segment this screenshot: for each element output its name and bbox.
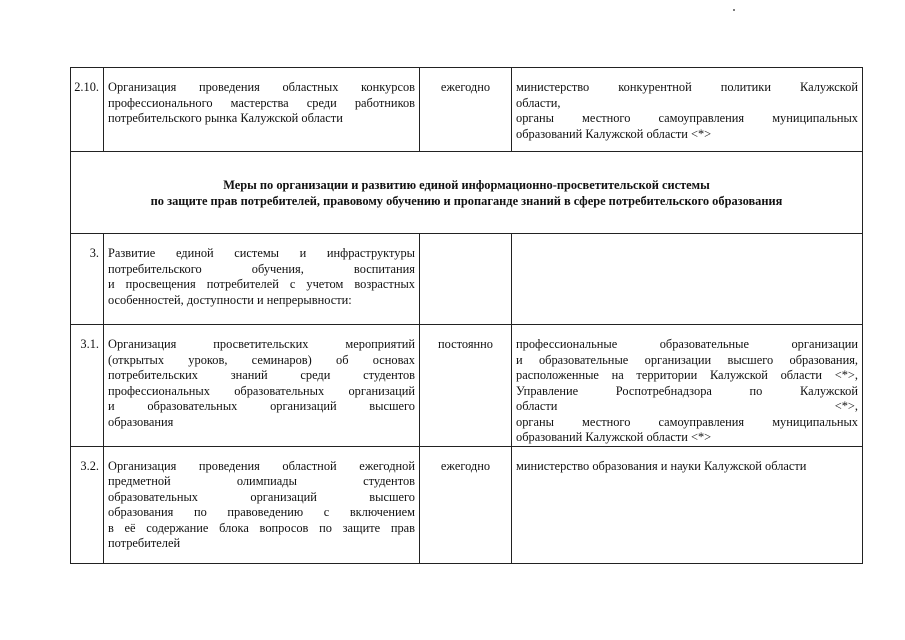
section-heading-line-2: по защите прав потребителей, правовому обучению и пропаганде знаний в сфере потребительского образования bbox=[150, 193, 783, 208]
section-header-row bbox=[71, 152, 863, 234]
text-line: Организация проведения областных конкурсов bbox=[108, 80, 415, 94]
text-line: потребительского рынка Калужской области bbox=[108, 111, 343, 125]
item-number: 3. bbox=[71, 234, 104, 325]
text-line: в её содержание блока вопросов по защите прав bbox=[108, 520, 415, 535]
period: ежегодно bbox=[420, 446, 512, 563]
executors bbox=[512, 68, 863, 152]
text-line: и образовательные организации высшего образования, bbox=[516, 352, 858, 367]
text-line: потребительских знаний среди студентов bbox=[108, 368, 415, 382]
executors bbox=[512, 446, 863, 563]
task-description bbox=[104, 325, 420, 447]
period bbox=[420, 234, 512, 325]
task-description bbox=[104, 68, 420, 152]
section-heading-line-1: Меры по организации и развитию единой информационно-просветительской системы bbox=[223, 178, 710, 192]
text-line: образовательных организаций высшего bbox=[108, 489, 415, 504]
table-row-3 bbox=[71, 234, 863, 325]
text-line: образования по правоведению с включением bbox=[108, 505, 415, 519]
text-line: потребителей bbox=[108, 536, 181, 550]
text-line: и просвещения потребителей с учетом возрастных bbox=[108, 277, 415, 291]
text-line: расположенные на территории Калужской области <*>, bbox=[516, 368, 858, 382]
executors bbox=[512, 325, 863, 447]
text-line: органы местного самоуправления муниципальных bbox=[516, 111, 858, 125]
text-line: профессионального мастерства среди работников bbox=[108, 95, 415, 110]
period: ежегодно bbox=[420, 68, 512, 152]
task-description bbox=[104, 446, 420, 563]
text-line: предметной олимпиады студентов bbox=[108, 474, 415, 488]
text-line: Организация проведения областной ежегодной bbox=[108, 458, 415, 473]
measures-table bbox=[70, 67, 863, 564]
text-line: министерство конкурентной политики Калужской bbox=[516, 80, 858, 94]
executors bbox=[512, 234, 863, 325]
text-line: министерство образования и науки Калужской области bbox=[516, 458, 807, 473]
period: постоянно bbox=[420, 325, 512, 447]
text-line: Управление Роспотребнадзора по Калужской bbox=[516, 383, 858, 398]
text-line: особенностей, доступности и непрерывности: bbox=[108, 292, 352, 307]
text-line: образований Калужской области <*> bbox=[516, 126, 712, 141]
text-line: образований Калужской области <*> bbox=[516, 430, 712, 444]
text-line: образования bbox=[108, 414, 174, 429]
text-line: и образовательных организаций высшего bbox=[108, 399, 415, 413]
item-number: 3.2. bbox=[71, 446, 104, 563]
scan-speck bbox=[733, 9, 735, 11]
text-line: профессиональных образовательных организаций bbox=[108, 383, 415, 398]
item-number: 2.10. bbox=[71, 68, 104, 152]
item-number: 3.1. bbox=[71, 325, 104, 447]
text-line: органы местного самоуправления муниципальных bbox=[516, 414, 858, 429]
text-line: Организация просветительских мероприятий bbox=[108, 337, 415, 351]
task-description bbox=[104, 234, 420, 325]
text-line: потребительского обучения, воспитания bbox=[108, 261, 415, 276]
table-row-3-2 bbox=[71, 446, 863, 563]
text-line: (открытых уроков, семинаров) об основах bbox=[108, 352, 415, 367]
table-row-3-1 bbox=[71, 325, 863, 447]
text-line: профессиональные образовательные организации bbox=[516, 337, 858, 351]
text-line: области <*>, bbox=[516, 399, 858, 413]
text-line: Развитие единой системы и инфраструктуры bbox=[108, 246, 415, 260]
table-row-2-10 bbox=[71, 68, 863, 152]
section-heading bbox=[71, 152, 863, 234]
text-line: области, bbox=[516, 95, 561, 110]
